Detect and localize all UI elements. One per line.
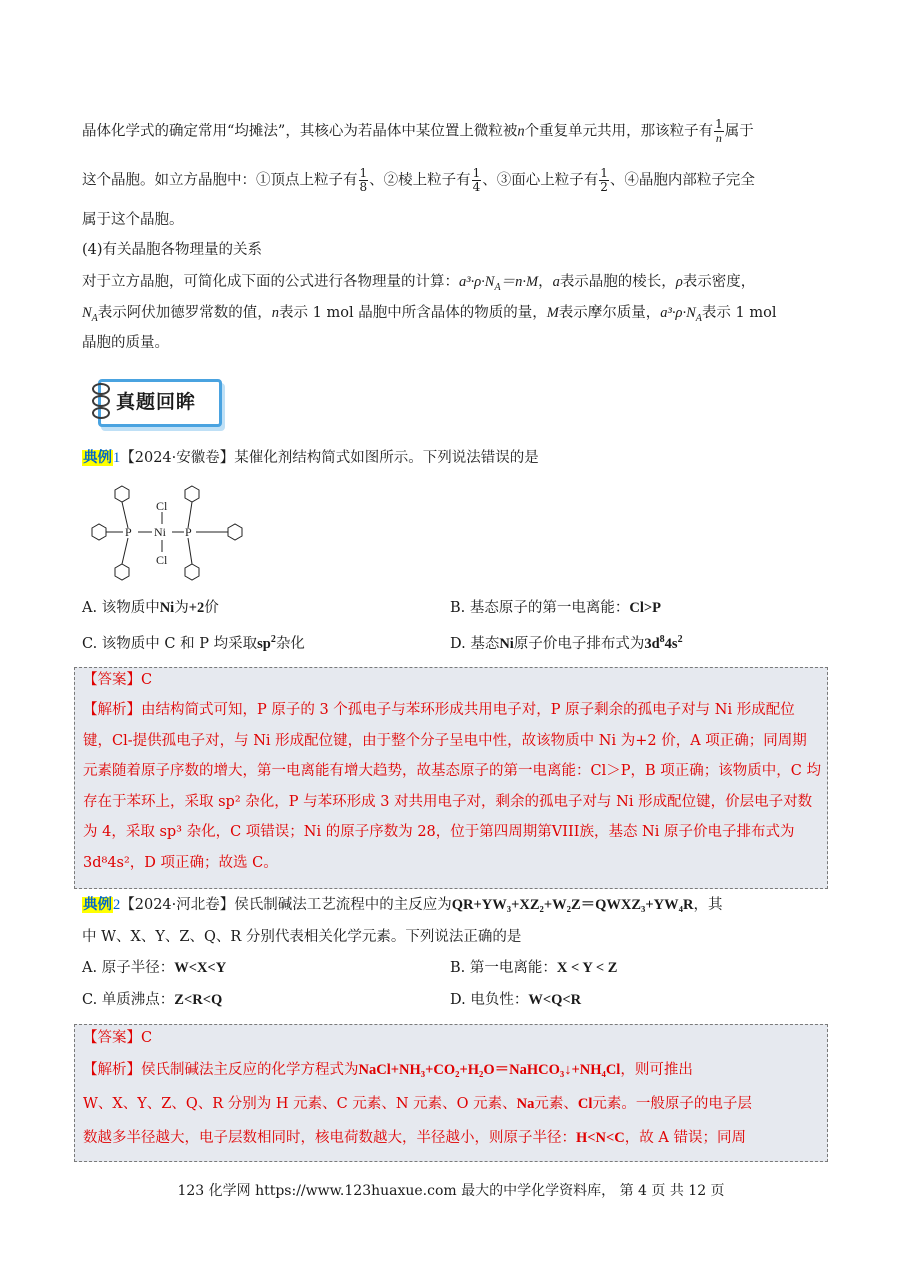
catalyst-structure-diagram <box>82 478 252 590</box>
spiral-ring-icon <box>92 383 110 395</box>
banner-title: 真题回眸 <box>116 391 197 413</box>
atom-label-p: P <box>185 525 192 539</box>
option-a: A. 原子半径：W<X<Y <box>82 960 227 976</box>
benzene-ring <box>115 486 129 502</box>
fraction-1-2: $\frac{1}{2}$ <box>600 166 608 194</box>
intro-line-2: 这个晶胞。如立方晶胞中：①顶点上粒子有 $\frac{1}{8}$ 、②棱上粒子有 $\frac{1}{4}$ 、③面心上粒子有 $\frac{1}{2}$ 、④晶胞内部粒子完全 <box>82 166 755 194</box>
analysis-line-1: 【解析】侯氏制碱法主反应的化学方程式为NaCl+NH₃+CO₂+H₂O＝NaHCO₃↓+NH₄Cl，则可推出 <box>83 1062 693 1078</box>
option-c: C. 单质沸点：Z<R<Q <box>82 992 223 1008</box>
answer-label: 【答案】C <box>83 1030 153 1046</box>
benzene-ring <box>115 564 129 580</box>
intro-text: 晶体化学式的确定常用“均摊法”，其核心为若晶体中某位置上微粒被 <box>82 123 518 140</box>
page-footer: 123 化学网 https://www.123huaxue.com 最大的中学化学资料库， 第 4 页 共 12 页 <box>177 1183 725 1199</box>
analysis-text: 【解析】由结构简式可知，P 原子的 3 个孤电子与苯环形成共用电子对，P 原子剩余的孤电子对与 Ni 形成配位键，Cl-提供孤电子对，与 Ni 形成配位键，由于整个分子呈电中性，故该物质中 Ni 为+2 价，A 项正确；同周期元素随着原子序数的增大，第一电离能有增大趋势，故基态原子的第一电离能：Cl＞P，B 项正确；该物质中，C 均存在于苯环上，采取 sp² 杂化，P 与苯环形成 3 对共用电子对，剩余的孤电子对与 Ni 形成配位键，价层电子对数为 4，采取 sp³ 杂化，C 项错误；Ni 的原子序数为 28，位于第四周期第VIII族，基态 Ni 原子价电子排布式为 3d⁸4s²，D 项正确；故选 C。 <box>83 702 821 871</box>
option-b: B. 第一电离能：X < Y < Z <box>450 960 618 976</box>
option-c: C. 该物质中 C 和 P 均采取$sp^2$杂化 <box>82 634 305 652</box>
section-banner <box>92 375 220 425</box>
atom-label-cl: Cl <box>156 553 168 567</box>
benzene-ring <box>185 486 199 502</box>
section-heading-4: (4)有关晶胞各物理量的关系 <box>82 242 263 258</box>
example-tag: 典例 <box>83 897 112 913</box>
atom-label-cl: Cl <box>156 499 168 513</box>
answer-label: 【答案】C <box>83 672 153 688</box>
answer-box-1 <box>74 667 828 889</box>
intro-line-1 <box>82 118 827 145</box>
option-a: A. 该物质中Ni为+2价 <box>82 600 219 616</box>
intro-text: 个重复单元共用，那该粒子有 <box>524 123 714 140</box>
intro-line-3: 属于这个晶胞。 <box>82 212 184 228</box>
example-2-stem-cont: 中 W、X、Y、Z、Q、R 分别代表相关化学元素。下列说法正确的是 <box>82 929 522 945</box>
spiral-ring-icon <box>92 407 110 419</box>
intro-line-5: 对于立方晶胞，可简化成下面的公式进行各物理量的计算：$a^3\cdot\rho\cdot N_A=n\cdot M$，a表示晶胞的棱长，ρ表示密度， <box>82 274 756 293</box>
option-d: D. 基态Ni原子价电子排布式为$3d^84s^2$ <box>450 634 683 652</box>
fraction-1-8: $\frac{1}{8}$ <box>359 166 368 194</box>
benzene-ring <box>92 524 106 540</box>
example-tag: 典例 <box>83 450 112 466</box>
benzene-ring <box>228 524 242 540</box>
fraction-1-n: $\frac{1}{n}$ <box>715 117 723 145</box>
analysis-line-2: W、X、Y、Z、Q、R 分别为 H 元素、C 元素、N 元素、O 元素、Na元素、Cl元素。一般原子的电子层 <box>83 1096 752 1112</box>
answer-box-2 <box>74 1024 828 1162</box>
analysis-line-3: 数越多半径越大，电子层数相同时，核电荷数越大，半径越小，则原子半径：H<N<C，故 A 错误；同周 <box>83 1130 746 1146</box>
fraction-1-4: $\frac{1}{4}$ <box>472 166 481 194</box>
atom-label-ni: Ni <box>154 525 166 539</box>
benzene-ring <box>185 564 199 580</box>
option-d: D. 电负性：W<Q<R <box>450 992 582 1008</box>
intro-line-7: 晶胞的质量。 <box>82 335 169 351</box>
option-b: B. 基态原子的第一电离能：Cl>P <box>450 600 661 616</box>
example-1-stem: 典例1【2024·安徽卷】某催化剂结构简式如图所示。下列说法错误的是 <box>83 450 539 466</box>
intro-line-6: $N_A$表示阿伏加德罗常数的值，n表示 1 mol 晶胞中所含晶体的物质的量，M表示摩尔质量，$a^3\cdot\rho\cdot N_A$表示 1 mol <box>82 305 777 324</box>
intro-text: 属于 <box>724 123 754 140</box>
example-2-stem: 典例2【2024·河北卷】侯氏制碱法工艺流程中的主反应为QR+YW₃+XZ₂+W₂Z＝QWXZ₃+YW₄R，其 <box>83 897 723 913</box>
var-n: n <box>517 123 525 140</box>
atom-label-p: P <box>125 525 132 539</box>
spiral-ring-icon <box>92 395 110 407</box>
